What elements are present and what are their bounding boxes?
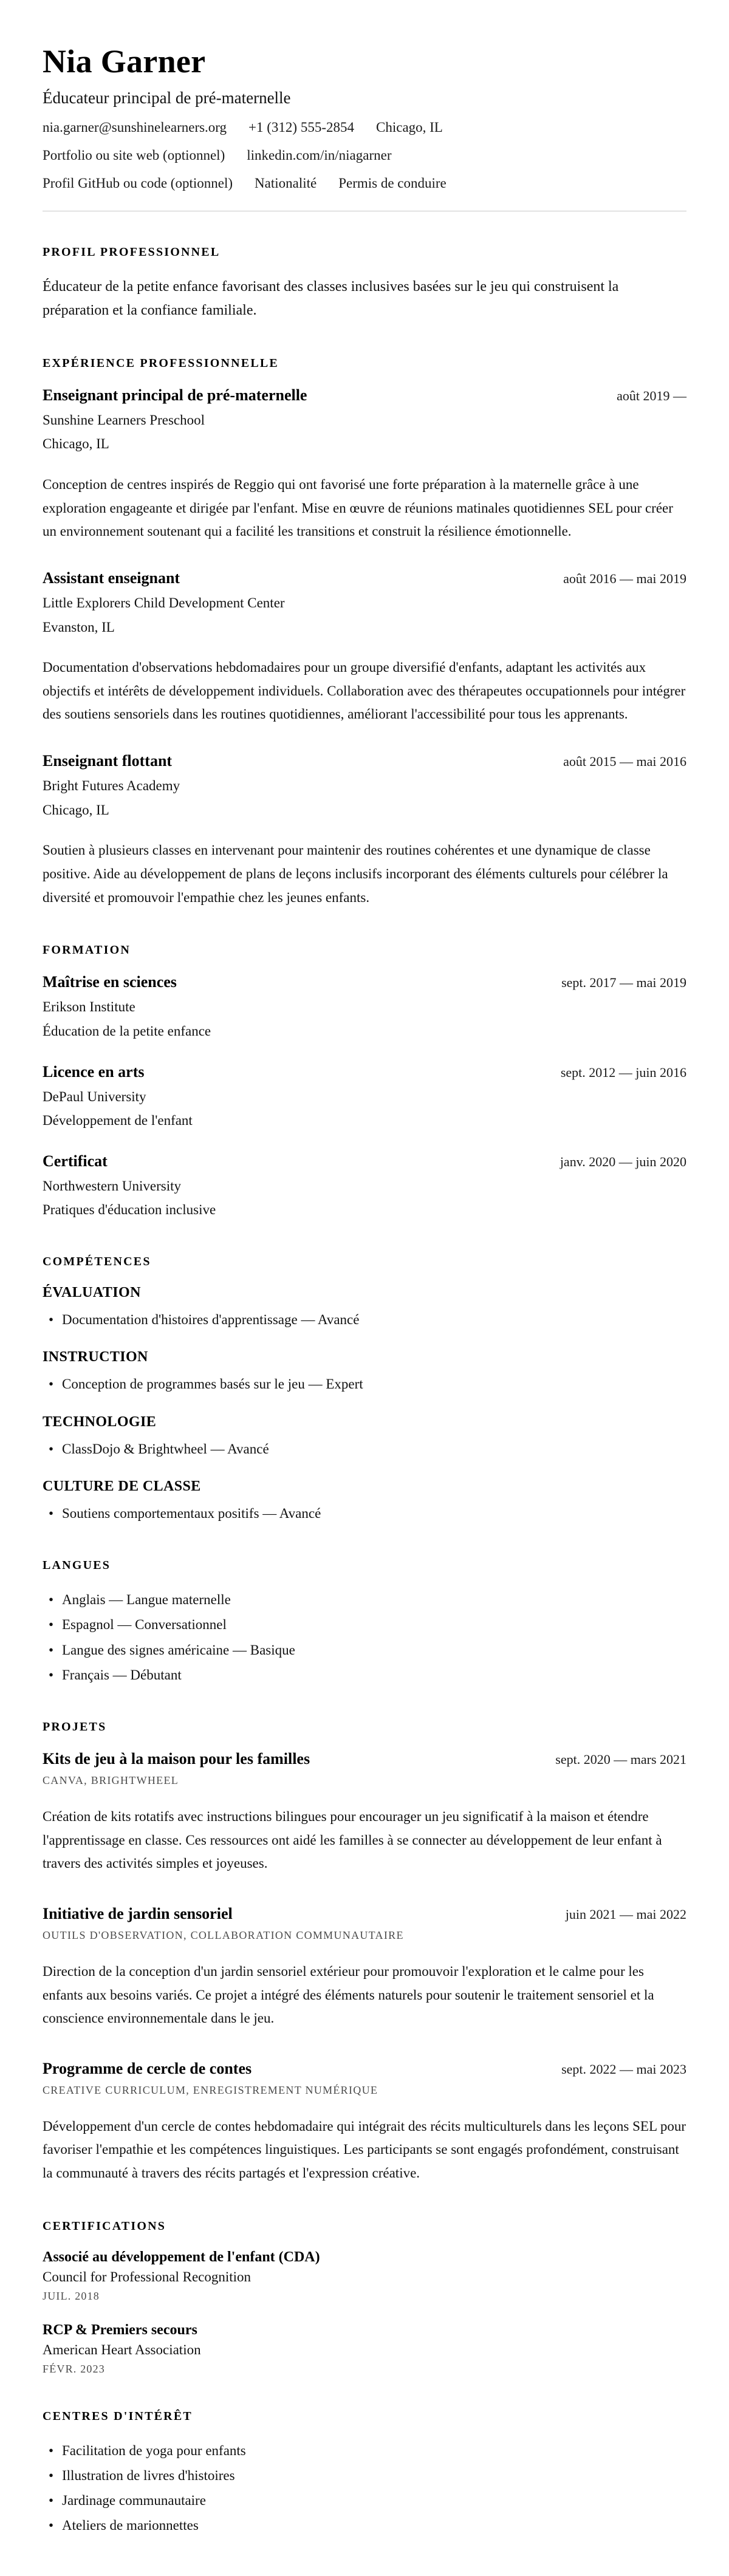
section-education: [43, 943, 686, 1221]
skill-group: [43, 1414, 686, 1460]
entry-head: [43, 569, 686, 587]
job-dates: août 2016 — mai 2019: [563, 570, 686, 586]
section-profile: [43, 245, 686, 323]
school-name: Erikson Institute: [43, 999, 135, 1015]
skill-list: [43, 1373, 686, 1395]
section-skills: [43, 1255, 686, 1525]
language-list: [43, 1588, 686, 1686]
interest-list: [43, 2439, 686, 2537]
project-tools: CANVA, BRIGHTWHEEL: [43, 1774, 179, 1787]
field-of-study: Pratiques d'éducation inclusive: [43, 1202, 216, 1218]
profile-heading: PROFIL PROFESSIONNEL: [43, 245, 221, 259]
job-company: Little Explorers Child Development Center: [43, 595, 285, 610]
skill-list: [43, 1438, 686, 1460]
skill-group: [43, 1349, 686, 1395]
experience-entry: [43, 752, 686, 909]
contact-license: Permis de conduire: [338, 176, 447, 191]
degree-title: Maîtrise en sciences: [43, 973, 177, 991]
entry-head: [43, 386, 686, 405]
education-entry: [43, 973, 686, 1042]
certification-date: JUIL. 2018: [43, 2289, 100, 2302]
school-name: DePaul University: [43, 1088, 146, 1104]
project-entry: [43, 2060, 686, 2185]
job-dates: août 2019 —: [617, 388, 686, 403]
job-company: Sunshine Learners Preschool: [43, 412, 205, 428]
language-item: • Anglais — Langue maternelle: [43, 1588, 686, 1611]
interest-item: • Ateliers de marionnettes: [43, 2514, 686, 2537]
experience-entry: [43, 386, 686, 544]
contact-portfolio: Portfolio ou site web (optionnel): [43, 148, 225, 163]
skills-heading: COMPÉTENCES: [43, 1255, 151, 1269]
entry-head: [43, 2060, 686, 2078]
project-dates: sept. 2022 — mai 2023: [561, 2061, 686, 2077]
project-tools: CREATIVE CURRICULUM, ENREGISTREMENT NUMÉRIQUE: [43, 2083, 378, 2096]
contact-email: nia.garner@sunshinelearners.org: [43, 120, 227, 135]
certification-issuer: American Heart Association: [43, 2342, 201, 2357]
skill-list: [43, 1502, 686, 1525]
projects-heading: PROJETS: [43, 1720, 107, 1734]
interest-item: • Jardinage communautaire: [43, 2489, 686, 2512]
job-description: Documentation d'observations hebdomadaires pour un groupe diversifié d'enfants, adaptant les activités aux objectifs et intérêts de développement individuels. Collaboration avec des thérapeutes occupationnels pour intégrer des soutiens sensoriels dans les routines quotidiennes, améliorant l'accessibilité pour tous les apprenants.: [43, 660, 686, 722]
languages-heading: LANGUES: [43, 1559, 111, 1573]
project-entry: [43, 1750, 686, 1876]
entry-head: [43, 1152, 686, 1170]
field-of-study: Éducation de la petite enfance: [43, 1023, 211, 1039]
contact-nationality: Nationalité: [255, 176, 317, 191]
skill-category: TECHNOLOGIE: [43, 1413, 157, 1430]
project-entry: [43, 1905, 686, 2031]
education-entry: [43, 1063, 686, 1132]
job-title: Assistant enseignant: [43, 569, 180, 587]
contact-row-2: [43, 148, 686, 163]
skill-category: ÉVALUATION: [43, 1285, 141, 1301]
person-title: Éducateur principal de pré-maternelle: [43, 89, 291, 107]
project-dates: sept. 2020 — mars 2021: [555, 1752, 686, 1768]
skill-group: [43, 1285, 686, 1331]
section-certifications: [43, 2219, 686, 2376]
contact-phone: +1 (312) 555-2854: [248, 120, 354, 135]
section-interests: [43, 2410, 686, 2537]
section-experience: [43, 357, 686, 909]
entry-head: [43, 973, 686, 991]
project-title: Kits de jeu à la maison pour les familles: [43, 1750, 310, 1768]
certification-title: RCP & Premiers secours: [43, 2321, 197, 2338]
project-description: Création de kits rotatifs avec instructions bilingues pour encourager un jeu significatif à la maison et étendre l'apprentissage en classe. Ces ressources ont aidé les familles à se connecter au développement de leur enfant à travers des activités simples et joyeuses.: [43, 1809, 662, 1871]
skill-item: • ClassDojo & Brightwheel — Avancé: [43, 1438, 686, 1460]
skill-item: • Documentation d'histoires d'apprentissage — Avancé: [43, 1308, 686, 1331]
job-title: Enseignant flottant: [43, 752, 173, 770]
interest-item: • Illustration de livres d'histoires: [43, 2464, 686, 2487]
language-item: • Français — Débutant: [43, 1664, 686, 1686]
job-title: Enseignant principal de pré-maternelle: [43, 386, 307, 404]
skill-item: • Soutiens comportementaux positifs — Avancé: [43, 1502, 686, 1525]
section-languages: [43, 1559, 686, 1686]
contact-row-1: [43, 120, 686, 135]
certification-issuer: Council for Professional Recognition: [43, 2269, 252, 2284]
job-description: Conception de centres inspirés de Reggio qui ont favorisé une forte préparation à la maternelle grâce à une exploration engageante et dirigée par l'enfant. Mise en œuvre de réunions matinales quotidiennes SEL pour créer un environnement soutenant qui a facilité les transitions et construit la résilience émotionnelle.: [43, 477, 673, 539]
project-title: Programme de cercle de contes: [43, 2059, 252, 2077]
degree-dates: sept. 2012 — juin 2016: [560, 1064, 686, 1080]
contact-linkedin: linkedin.com/in/niagarner: [247, 148, 392, 163]
resume-header: [43, 43, 686, 211]
skill-category: INSTRUCTION: [43, 1349, 148, 1365]
section-projects: [43, 1720, 686, 2185]
entry-head: [43, 1063, 686, 1081]
job-location: Evanston, IL: [43, 619, 115, 635]
interests-heading: CENTRES D'INTÉRÊT: [43, 2409, 193, 2423]
school-name: Northwestern University: [43, 1178, 182, 1194]
skill-category: CULTURE DE CLASSE: [43, 1478, 201, 1494]
job-company: Bright Futures Academy: [43, 778, 180, 794]
certification-title: Associé au développement de l'enfant (CDA): [43, 2249, 320, 2265]
degree-title: Licence en arts: [43, 1062, 145, 1081]
field-of-study: Développement de l'enfant: [43, 1113, 193, 1129]
education-entry: [43, 1152, 686, 1221]
job-location: Chicago, IL: [43, 436, 109, 452]
certification-entry: [43, 2322, 686, 2376]
degree-dates: janv. 2020 — juin 2020: [560, 1153, 686, 1169]
contact-github: Profil GitHub ou code (optionnel): [43, 176, 233, 191]
interest-item: • Facilitation de yoga pour enfants: [43, 2439, 686, 2462]
profile-text: Éducateur de la petite enfance favorisant des classes inclusives basées sur le jeu qui construisent la préparation et la confiance familiale.: [43, 279, 619, 318]
experience-heading: EXPÉRIENCE PROFESSIONNELLE: [43, 356, 279, 370]
degree-dates: sept. 2017 — mai 2019: [561, 975, 686, 991]
language-item: • Espagnol — Conversationnel: [43, 1613, 686, 1636]
contact-location: Chicago, IL: [376, 120, 443, 135]
certifications-heading: CERTIFICATIONS: [43, 2219, 166, 2233]
language-item: • Langue des signes américaine — Basique: [43, 1639, 686, 1661]
skill-list: [43, 1308, 686, 1331]
project-tools: OUTILS D'OBSERVATION, COLLABORATION COMMUNAUTAIRE: [43, 1929, 404, 1941]
education-heading: FORMATION: [43, 943, 131, 957]
project-title: Initiative de jardin sensoriel: [43, 1904, 233, 1922]
entry-head: [43, 1750, 686, 1768]
entry-head: [43, 752, 686, 770]
job-dates: août 2015 — mai 2016: [563, 754, 686, 770]
degree-title: Certificat: [43, 1152, 108, 1170]
certification-entry: [43, 2249, 686, 2303]
project-description: Direction de la conception d'un jardin sensoriel extérieur pour promouvoir l'exploration et le calme pour les enfants aux besoins variés. Ce projet a intégré des éléments naturels pour soutenir le traitement sensoriel et la conscience environnementale dans le jeu.: [43, 1963, 654, 2026]
project-description: Développement d'un cercle de contes hebdomadaire qui intégrait des récits multiculturels dans les leçons SEL pour favoriser l'empathie et les compétences linguistiques. Les participants se sont engagés profondément, construisant la communauté à travers des récits partagés et l'expression créative.: [43, 2118, 686, 2181]
certification-date: FÉVR. 2023: [43, 2362, 106, 2375]
entry-head: [43, 1905, 686, 1923]
person-name: Nia Garner: [43, 43, 206, 80]
experience-entry: [43, 569, 686, 726]
contact-row-3: [43, 176, 686, 191]
project-dates: juin 2021 — mai 2022: [565, 1906, 686, 1922]
skill-item: • Conception de programmes basés sur le jeu — Expert: [43, 1373, 686, 1395]
job-description: Soutien à plusieurs classes en intervenant pour maintenir des routines cohérentes et une dynamique de classe positive. Aide au développement de plans de leçons inclusifs incorporant des éléments culturels pour célébrer la diversité et promouvoir l'empathie chez les jeunes enfants.: [43, 842, 668, 905]
skill-group: [43, 1478, 686, 1525]
job-location: Chicago, IL: [43, 802, 109, 818]
